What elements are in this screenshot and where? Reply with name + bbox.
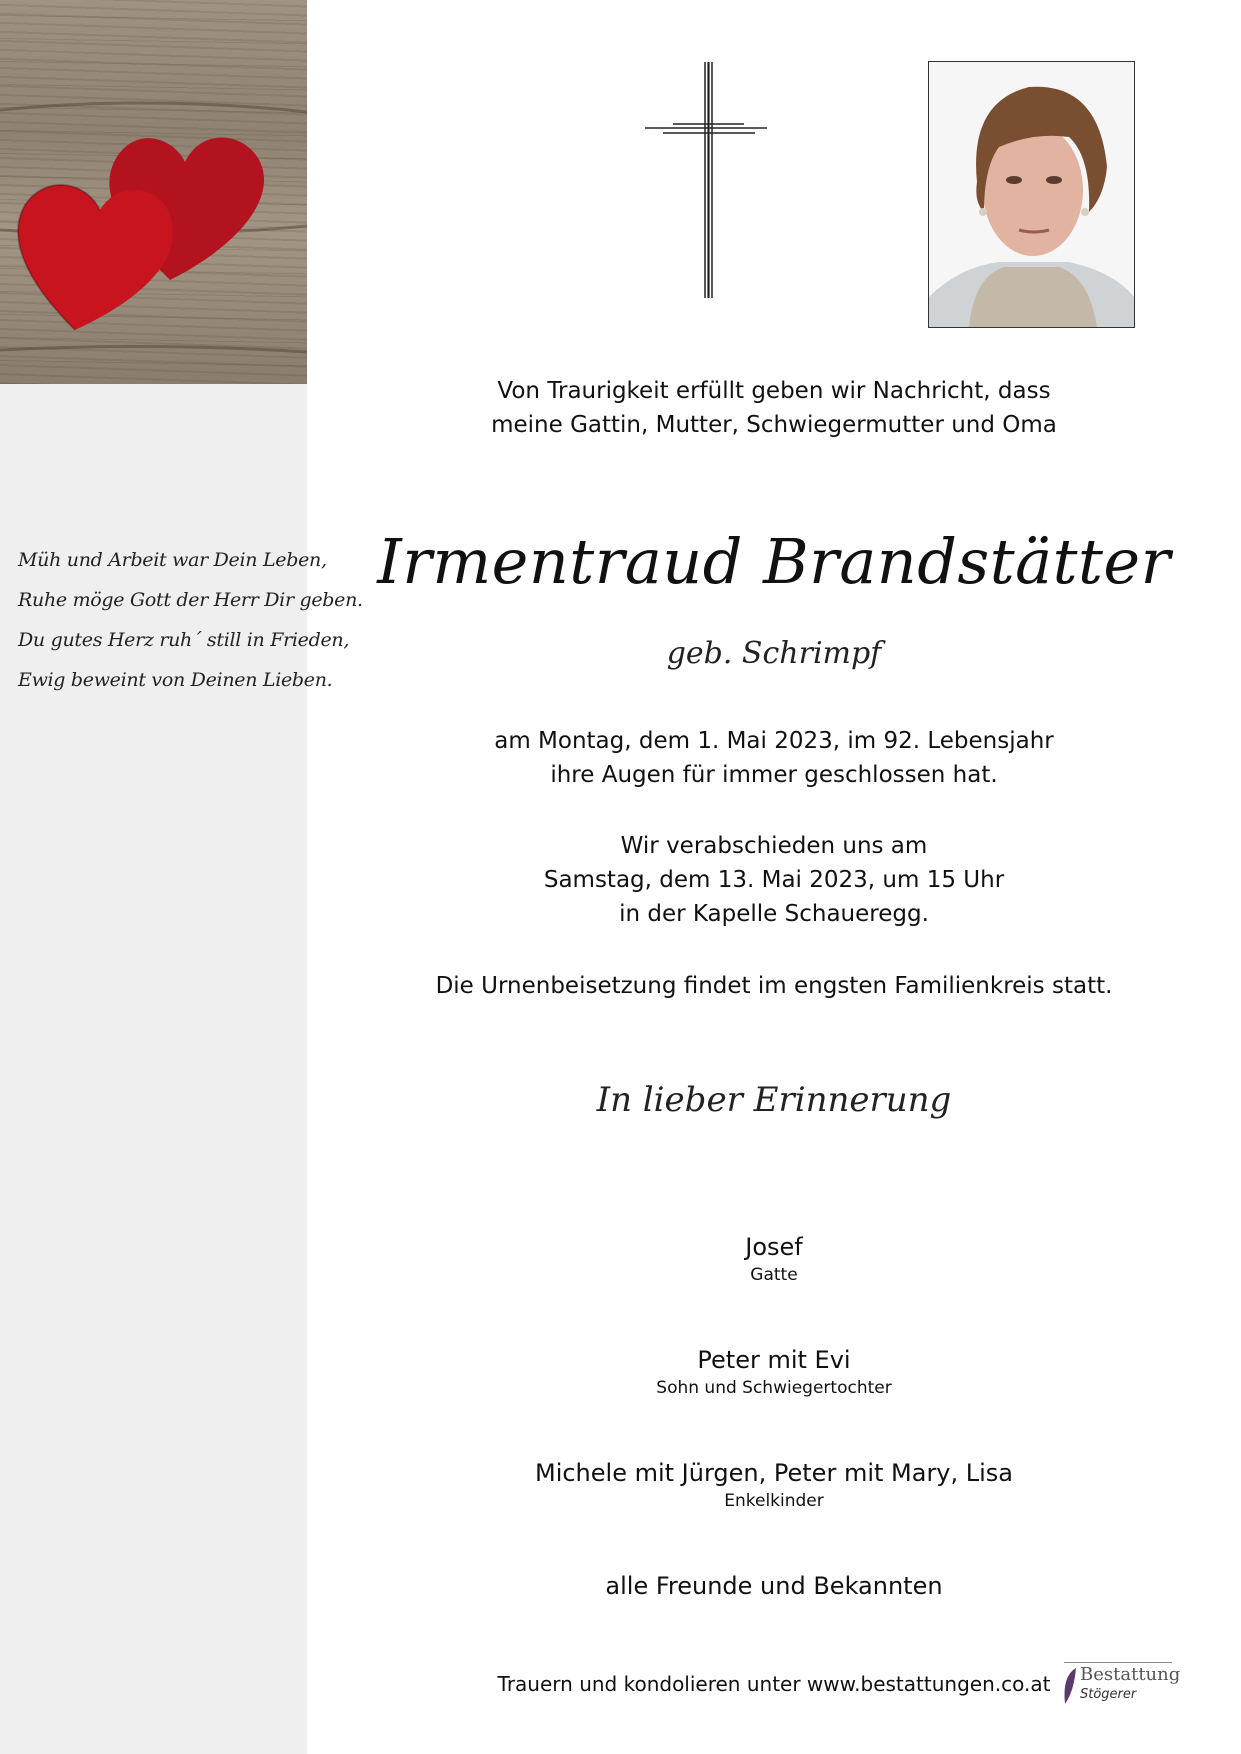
condolence-link-text[interactable]: Trauern und kondolieren unter www.bestattungen.co.at (497, 1672, 1051, 1696)
mourner-role: Sohn und Schwiegertochter (656, 1378, 892, 1398)
poem-line: Müh und Arbeit war Dein Leben, (18, 549, 327, 571)
intro-line: meine Gattin, Mutter, Schwiegermutter und Oma (491, 412, 1057, 438)
mourner-name: Josef (745, 1233, 803, 1261)
mourner-group (307, 1458, 1241, 1514)
poem-line: Ruhe möge Gott der Herr Dir geben. (18, 589, 363, 611)
memory-heading: In lieber Erinnerung (596, 1080, 952, 1120)
logo-divider (1064, 1662, 1172, 1663)
farewell-line: in der Kapelle Schaueregg. (619, 901, 929, 927)
funeral-home-logo (1062, 1660, 1181, 1712)
death-line: am Montag, dem 1. Mai 2023, im 92. Lebensjahr (494, 728, 1054, 754)
cross-icon (645, 60, 770, 300)
death-line: ihre Augen für immer geschlossen hat. (550, 762, 998, 788)
intro-line: Von Traurigkeit erfüllt geben wir Nachricht, dass (497, 378, 1051, 404)
logo-line-1: Bestattung (1080, 1664, 1181, 1685)
poem-line: Ewig beweint von Deinen Lieben. (18, 669, 333, 691)
mourner-group (307, 1232, 1241, 1288)
mourner-name: Michele mit Jürgen, Peter mit Mary, Lisa (534, 1459, 1014, 1487)
red-hearts-on-wood-icon (0, 0, 307, 384)
farewell-line: Samstag, dem 13. Mai 2023, um 15 Uhr (543, 867, 1005, 893)
mourner-group (307, 1345, 1241, 1401)
poem-line: Du gutes Herz ruh´ still in Frieden, (18, 629, 350, 651)
logo-leaf-icon (1062, 1666, 1078, 1706)
deceased-name: Irmentraud Brandstätter (377, 525, 1171, 598)
farewell-line: Wir verabschieden uns am (620, 833, 928, 859)
poem (18, 540, 363, 700)
mourner-role: Enkelkinder (724, 1491, 824, 1511)
portrait-photo (928, 61, 1135, 328)
death-notice (307, 724, 1241, 792)
mourner-group (307, 1571, 1241, 1601)
urn-notice: Die Urnenbeisetzung findet im engsten Familienkreis statt. (435, 973, 1113, 999)
mourner-name: Peter mit Evi (697, 1346, 851, 1374)
logo-line-2: Stögerer (1080, 1687, 1137, 1702)
maiden-name: geb. Schrimpf (666, 636, 882, 671)
mourner-name: alle Freunde und Bekannten (605, 1572, 943, 1600)
intro-text (307, 374, 1241, 442)
sidebar (0, 0, 363, 1754)
mourner-role: Gatte (750, 1265, 798, 1285)
farewell-info (307, 829, 1241, 931)
